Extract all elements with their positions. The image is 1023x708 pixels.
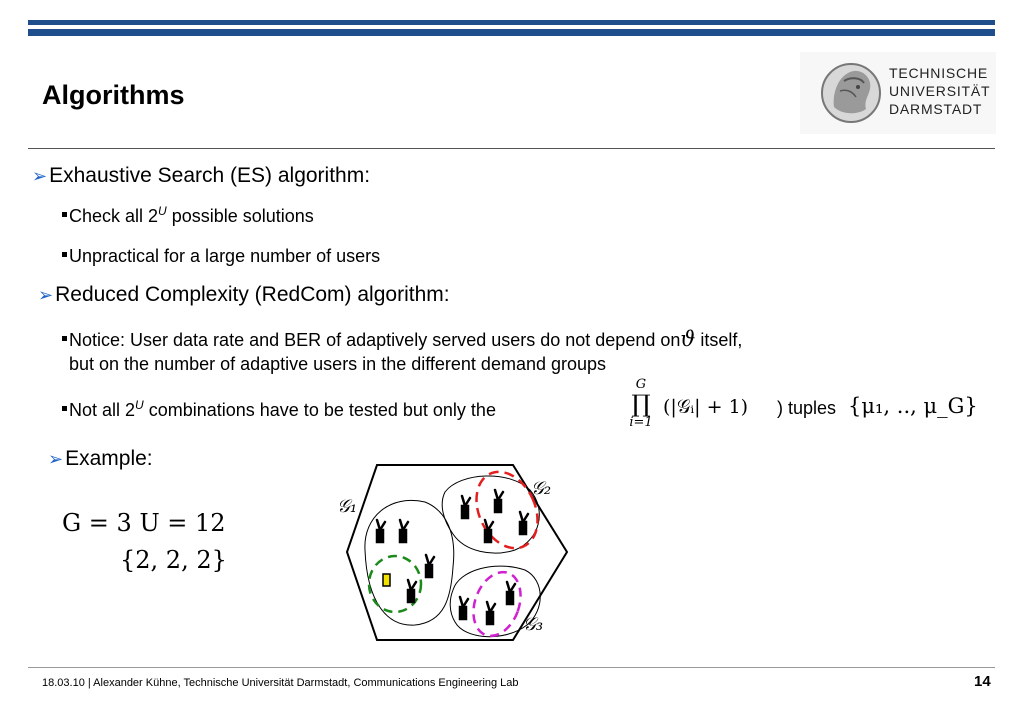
sub-bullet-notice-tail: itself, [695,330,743,350]
user-terminal-icon [495,490,503,512]
university-logo [800,52,996,134]
tuples-text: ) tuples [777,398,837,418]
sub-bullet-check-tail: possible solutions [166,206,314,226]
logo-line-3: DARMSTADT [889,101,983,117]
group-2-label: 𝒢₂ [531,478,552,499]
group-3-label: 𝒢₃ [523,614,544,635]
group-1-adaptive-ellipse [369,556,421,612]
group-1-label: 𝒢₁ [337,496,358,517]
product-expression: (|𝒢ᵢ| + 1) [663,396,749,418]
logo-line-1: TECHNISCHE [889,65,989,81]
sub-bullet-unpractical-text: Unpractical for a large number of users [69,246,381,266]
superscript-u: U [135,398,144,412]
logo-line-2: UNIVERSITÄT [889,83,991,99]
square-bullet-icon [62,406,67,411]
square-bullet-icon [62,212,67,217]
sub-bullet-notice [62,327,742,351]
top-rule-thin [28,20,995,25]
bullet-redcom-text: Reduced Complexity (RedCom) algorithm: [55,283,450,306]
product-upper-limit: G [635,377,647,392]
sub-bullet-check [62,204,314,227]
square-bullet-icon [62,252,67,257]
superscript-u: U [158,204,167,218]
sub-bullet-notice-text: Notice: User data rate and BER of adaptively served users do not depend on [69,330,681,350]
arrow-bullet-icon: ➢ [32,166,48,186]
athena-head-icon [820,61,882,125]
user-terminal-icon [462,496,470,518]
highlighted-user-icon [383,574,390,586]
arrow-bullet-icon: ➢ [48,449,64,469]
theta-symbol: ϑ [680,327,696,351]
product-operator [617,378,665,430]
bullet-es-text: Exhaustive Search (ES) algorithm: [49,164,371,187]
example-parameters: G = 3 U = 12 [62,509,226,537]
user-terminals [377,490,528,624]
square-bullet-icon [62,336,67,341]
example-group-sizes: {2, 2, 2} [120,546,227,574]
product-lower-limit: i=1 [629,415,653,430]
sub-bullet-not-all [62,398,496,421]
user-terminal-icon [426,555,434,577]
header-divider [28,148,995,149]
user-terminal-icon [487,602,495,624]
slide-title: Algorithms [42,80,185,110]
cell-diagram [335,462,575,662]
sub-bullet-notice-line2: but on the number of adaptive users in the different demand groups [69,354,607,374]
bullet-redcom [38,283,450,307]
bullet-example [48,447,153,471]
mu-tuple-set: {μ₁, .., μ_G} [848,394,978,418]
logo-text [889,64,990,118]
user-terminal-icon [460,597,468,619]
bullet-example-text: Example: [65,447,153,470]
user-terminal-icon [485,520,493,542]
footer-text: 18.03.10 | Alexander Kühne, Technische Universität Darmstadt, Communications Engineering Lab [42,677,519,689]
sub-bullet-not-all-mid: combinations have to be tested but only the [143,400,496,420]
user-terminal-icon [400,520,408,542]
product-symbol: ∏ [631,390,651,418]
top-rule-thick [28,29,995,36]
user-terminal-icon [520,512,528,534]
user-terminal-icon [507,582,515,604]
sub-bullet-check-text: Check all 2 [69,206,159,226]
bullet-es [32,164,370,188]
sub-bullet-not-all-text: Not all 2 [69,400,136,420]
user-terminal-icon [408,580,416,602]
page-number: 14 [974,673,991,690]
arrow-bullet-icon: ➢ [38,285,54,305]
user-terminal-icon [377,520,385,542]
sub-bullet-unpractical [62,246,380,267]
footer-divider [28,667,995,668]
